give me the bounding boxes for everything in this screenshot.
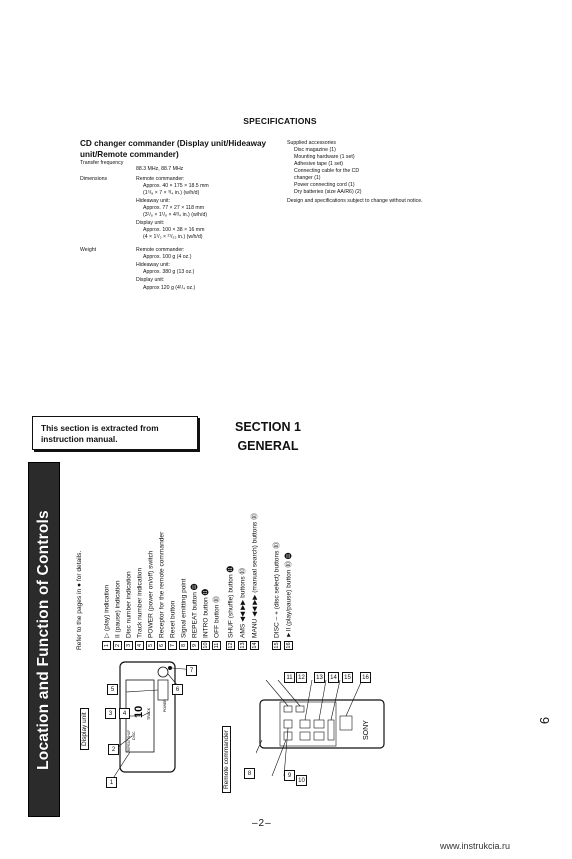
control-num: 5 <box>146 641 155 650</box>
watermark: www.instrukcia.ru <box>440 841 511 851</box>
page-number: –2– <box>252 818 272 829</box>
manu-button-shape-2 <box>314 732 324 740</box>
callout-3: 3 <box>105 708 116 719</box>
accessories-title: Supplied accessories <box>287 140 337 146</box>
dim-hideaway-value: Approx. 77 × 27 × 118 mm <box>143 205 205 211</box>
control-num: 7 <box>168 641 177 650</box>
refer-note: Refer to the pages in ● for details. <box>76 550 83 650</box>
control-item <box>135 568 144 650</box>
disc-button-shape <box>328 720 334 740</box>
control-item <box>179 579 188 650</box>
weight-hideaway-value: Approx. 380 g (13 oz.) <box>143 269 195 275</box>
control-text: Reset button <box>169 600 177 638</box>
callout-11: 11 <box>284 672 295 683</box>
control-num: 13 <box>240 642 246 649</box>
control-num: 15 <box>274 642 280 649</box>
dim-remote-value: Approx. 40 × 175 × 18.5 mm <box>143 183 209 189</box>
off-button-shape <box>284 706 292 712</box>
control-item <box>113 580 122 650</box>
control-text: Receptor for the remote commander <box>158 531 166 638</box>
control-text: DISC – + (disc select) buttons ⓾ <box>273 542 281 638</box>
callout-8: 8 <box>244 768 255 779</box>
control-num: 9 <box>190 641 199 650</box>
callout-12: 12 <box>296 672 307 683</box>
intro-button-shape <box>284 732 292 740</box>
weight-remote-label: Remote commander: <box>136 247 185 253</box>
control-text: ►II (play/pause) button ⓾ ⓫ <box>285 552 293 638</box>
control-item <box>102 585 111 650</box>
band-title-wrap <box>28 462 60 817</box>
callout-9: 9 <box>284 770 295 781</box>
control-text: Track number indication <box>136 567 144 638</box>
control-text: II (pause) indication <box>114 580 122 638</box>
side-page-number: 6 <box>537 716 553 725</box>
control-item <box>201 589 210 650</box>
callout-6: 6 <box>172 684 183 695</box>
lcd-disc: DISC <box>132 731 136 740</box>
control-text: MANU ◀◀ ▶▶ (manual search) buttons ⓾ <box>251 513 259 638</box>
weight-label: Weight <box>80 247 97 253</box>
lcd-track: TRACK <box>147 707 151 720</box>
remote-commander-label: Remote commander <box>222 726 231 793</box>
dim-display-inch: (4 × 1¹/₂ × ²¹/₃₂ in.) (w/h/d) <box>143 234 203 240</box>
control-text: Disc number indication <box>125 571 133 638</box>
transfer-frequency-value: 88.3 MHz, 88.7 MHz <box>136 166 184 172</box>
callout-13: 13 <box>314 672 325 683</box>
control-text: ▷ (play) indication <box>103 584 111 638</box>
control-text: REPEAT button ⓫ <box>191 583 199 638</box>
remote-label-box <box>222 726 232 793</box>
reset-button <box>168 666 172 670</box>
control-num: 16 <box>286 642 292 649</box>
extract-note-box <box>32 416 198 450</box>
design-note: Design and specifications subject to change without notice. <box>287 198 423 204</box>
weight-display-value: Approx 120 g (4¹/₄ oz.) <box>143 285 196 291</box>
weight-remote-value: Approx. 100 g (4 oz.) <box>143 254 192 260</box>
control-num: 4 <box>135 641 144 650</box>
ams-button-shape-2 <box>300 732 310 740</box>
transfer-frequency-label: Transfer frequency <box>80 160 124 166</box>
accessory-item: Mounting hardware (1 set) <box>294 154 355 160</box>
control-num: 6 <box>157 641 166 650</box>
shuf-button-shape <box>296 706 304 712</box>
dim-hideaway-inch: (3¹/₈ × 1¹/₈ × 4³/₄ in.) (w/h/d) <box>143 212 208 218</box>
control-text: POWER (power on/off) switch <box>147 550 155 638</box>
accessory-item: Disc magazine (1) <box>294 147 336 153</box>
control-num: 1 <box>102 641 111 650</box>
accessory-item: Connecting cable for the CD <box>294 168 360 174</box>
control-item <box>272 542 281 650</box>
specifications-title: SPECIFICATIONS <box>243 116 317 126</box>
remote-drawing <box>256 680 396 780</box>
band-title: Location and Function of Controls <box>35 509 52 770</box>
control-num: 3 <box>124 641 133 650</box>
control-num: 8 <box>179 641 188 650</box>
section-number: SECTION 1 <box>235 420 301 434</box>
control-item <box>146 551 155 650</box>
control-item <box>238 568 247 650</box>
receptor <box>158 667 168 677</box>
control-item <box>250 513 259 650</box>
extract-note-text: This section is extracted from instruction manual. <box>41 423 159 444</box>
control-item <box>226 566 235 650</box>
accessory-item: changer (1) <box>294 175 321 181</box>
control-item <box>124 571 133 650</box>
callout-16: 16 <box>360 672 371 683</box>
remote-brand: SONY <box>363 720 370 740</box>
callout-2: 2 <box>108 744 119 755</box>
power-switch <box>158 680 168 700</box>
dim-display-label: Display unit: <box>136 220 165 226</box>
dim-hideaway-label: Hideaway unit: <box>136 198 171 204</box>
control-num: 11 <box>214 642 220 649</box>
repeat-button-shape <box>284 720 292 728</box>
product-title: CD changer commander (Display unit/Hideaway unit/Remote commander) <box>80 139 267 159</box>
control-text: OFF button ⓾ <box>213 596 221 638</box>
callout-1: 1 <box>106 777 117 788</box>
dimensions-label: Dimensions <box>80 176 108 182</box>
lcd-digits: 10 <box>133 705 145 718</box>
callout-4: 4 <box>119 708 130 719</box>
callout-10: 10 <box>296 775 307 786</box>
callout-5: 5 <box>107 684 118 695</box>
dim-remote-inch: (1⁵/₈ × 7 × ³/₄ in.) (w/h/d) <box>143 190 200 196</box>
control-num: 2 <box>113 641 122 650</box>
dim-remote-label: Remote commander: <box>136 176 185 182</box>
display-unit-label-box <box>80 708 90 750</box>
ams-button-shape <box>300 720 310 728</box>
accessory-item: Dry batteries (size AA/R6) (2) <box>294 189 362 195</box>
lcd-tags: REPEAT SHUF <box>127 729 131 752</box>
display-unit-label: Display unit <box>80 708 89 750</box>
display-unit-drawing <box>100 640 210 800</box>
callout-15: 15 <box>342 672 353 683</box>
accessory-item: Adhesive tape (1 set) <box>294 161 344 167</box>
weight-display-label: Display unit: <box>136 277 165 283</box>
control-text: SHUF (shuffle) button ⓫ <box>227 565 235 638</box>
control-text: INTRO button ⓫ <box>202 588 210 638</box>
callout-14: 14 <box>328 672 339 683</box>
control-item <box>190 584 199 650</box>
manu-button-shape <box>314 720 324 728</box>
play-pause-button-shape <box>340 716 352 730</box>
control-num: 12 <box>228 642 234 649</box>
control-item <box>284 553 293 650</box>
control-num: 14 <box>252 642 258 649</box>
accessory-item: Power connecting cord (1) <box>294 182 355 188</box>
power-label: POWER <box>163 699 167 712</box>
control-num: 10 <box>203 642 209 649</box>
control-item <box>157 532 166 650</box>
control-text: AMS ◀◀ ▶▶ buttons ⓾ <box>239 567 247 638</box>
section-name: GENERAL <box>237 439 299 453</box>
control-text: Signal emitting point <box>180 578 188 638</box>
weight-hideaway-label: Hideaway unit: <box>136 262 171 268</box>
dim-display-value: Approx. 100 × 38 × 16 mm <box>143 227 205 233</box>
section-heading <box>216 418 320 456</box>
control-item <box>168 601 177 650</box>
control-item <box>212 596 221 650</box>
callout-7: 7 <box>186 665 197 676</box>
